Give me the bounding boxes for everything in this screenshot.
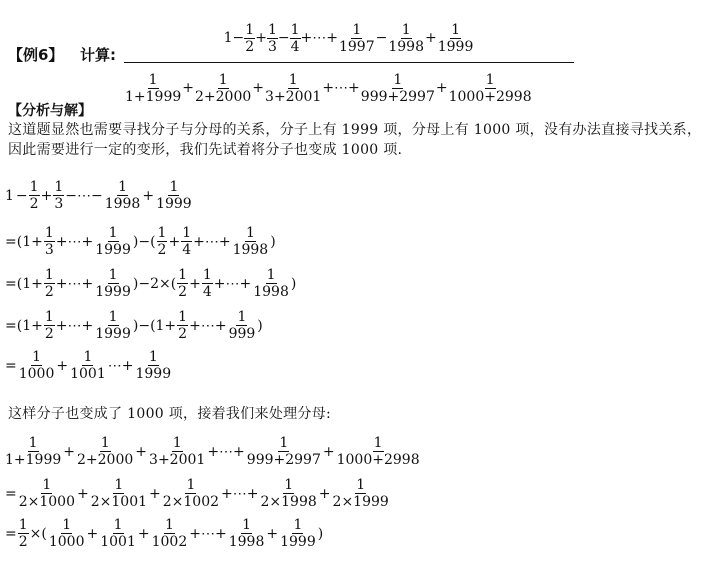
fraction-numerator: 1 (62, 517, 72, 533)
fraction-numerator: 1 (373, 435, 383, 451)
numerator-work-operator: +⋯+ (189, 317, 227, 334)
fraction-denominator: 1002 (151, 534, 188, 550)
numerator-work-fraction (44, 226, 55, 257)
fraction-numerator: 1 (267, 21, 277, 38)
fraction-numerator: 1 (83, 349, 93, 365)
numerator-work-operator: +⋯+ (193, 233, 231, 250)
numerator-work-operator: =(1+ (5, 233, 43, 250)
numerator-work-operator: ) (270, 233, 276, 250)
fraction-numerator: 1 (118, 179, 127, 195)
problem-fraction (124, 16, 574, 111)
numerator-work-operator: −⋯− (65, 187, 103, 204)
fraction-numerator: 1 (245, 21, 255, 38)
numerator-work-fraction (177, 310, 188, 341)
numerator-work-fraction (177, 268, 188, 299)
denominator-work-operator: = (5, 525, 17, 542)
fraction-denominator: 999 (228, 326, 256, 342)
fraction-numerator: 1 (288, 71, 298, 88)
numerator-work-operator: ) (257, 317, 263, 334)
denominator-work-operator: + (149, 485, 161, 502)
numerator-work-operator: + (189, 275, 201, 292)
fraction-denominator: 1998 (232, 242, 269, 258)
section-title: 【分析与解】 (8, 103, 92, 119)
fraction-denominator: 1997 (338, 38, 375, 55)
denominator-work-operator: +⋯+ (207, 443, 245, 460)
denominator-work-fraction (99, 518, 137, 549)
fraction-numerator: 1 (279, 435, 289, 451)
fraction-numerator: 1 (148, 71, 158, 88)
fraction-denominator: 3+2001 (149, 452, 206, 468)
numerator-work-fraction (94, 268, 132, 299)
fraction-denominator: 3+2001 (265, 88, 322, 105)
denominator-work-operator: + (137, 525, 150, 542)
problem-denominator-fraction (194, 73, 252, 104)
fraction-numerator: 1 (172, 435, 182, 451)
problem-numerator-operator: − (375, 30, 388, 46)
numerator-work-operator: +⋯+ (55, 317, 94, 334)
fraction-numerator: 1 (108, 225, 118, 241)
fraction-numerator: 1 (485, 71, 495, 88)
numerator-work-fraction (104, 180, 142, 211)
denominator-work-operator: + (135, 443, 148, 460)
numerator-work-fraction (18, 350, 56, 381)
numerator-work-operator: )−( (132, 233, 156, 250)
problem-fraction-bar (124, 62, 574, 63)
fraction-numerator: 1 (113, 517, 123, 533)
fraction-numerator: 1 (114, 477, 124, 493)
numerator-work-fraction (94, 226, 132, 257)
fraction-numerator: 1 (218, 71, 228, 88)
fraction-numerator: 1 (293, 517, 303, 533)
fraction-denominator: 1999 (95, 326, 131, 342)
numerator-work-fraction (44, 310, 55, 341)
numerator-work-fraction (29, 180, 40, 211)
denominator-work-fraction (18, 478, 76, 509)
fraction-denominator: 1999 (95, 242, 131, 258)
fraction-numerator: 1 (178, 267, 188, 283)
numerator-work-operator: +⋯+ (55, 233, 94, 250)
numerator-work-operator: +⋯+ (213, 275, 252, 292)
numerator-work-operator: )−2×( (132, 275, 177, 292)
numerator-work-operator: =(1+ (5, 317, 43, 334)
problem-numerator-fraction (244, 23, 255, 54)
fraction-numerator: 1 (202, 267, 212, 283)
fraction-numerator: 1 (44, 267, 54, 283)
fraction-denominator: 1999 (437, 38, 474, 55)
problem-numerator-operator: + (425, 30, 437, 46)
fraction-numerator: 1 (266, 267, 276, 283)
denominator-work-operator: + (77, 485, 89, 502)
fraction-numerator: 1 (352, 21, 362, 38)
fraction-denominator: 999+2997 (246, 452, 321, 468)
fraction-numerator: 1 (148, 349, 158, 365)
numerator-work-fraction (155, 180, 193, 211)
problem-numerator-operator: − (232, 30, 245, 46)
numerator-work-operator: 1 (5, 187, 14, 204)
fraction-numerator: 1 (29, 179, 39, 195)
fraction-numerator: 1 (100, 435, 110, 451)
problem-numerator-fraction (338, 23, 376, 54)
fraction-denominator: 2 (178, 326, 188, 342)
fraction-denominator: 2×1002 (162, 494, 220, 510)
denominator-work-fraction (228, 518, 266, 549)
fraction-numerator: 1 (108, 309, 118, 325)
fraction-denominator: 1+1999 (125, 88, 182, 105)
denominator-work-operator: + (322, 443, 335, 460)
problem-numerator-operator: +⋯+ (300, 30, 338, 46)
problem-numerator-operator: + (255, 30, 267, 46)
fraction-denominator: 1001 (70, 366, 106, 382)
fraction-numerator: 1 (44, 309, 54, 325)
problem-denominator-fraction (360, 73, 436, 104)
denominator-work-fraction (162, 478, 220, 509)
fraction-numerator: 1 (451, 21, 461, 38)
denominator-work-fraction (246, 436, 322, 467)
numerator-work-operator: ) (290, 275, 297, 292)
denominator-work-operator: + (86, 525, 99, 542)
denominator-work-operator: + (266, 525, 279, 542)
fraction-denominator: 1000+2998 (336, 452, 420, 468)
denominator-work-fraction (336, 436, 421, 467)
problem-denominator-operator: + (435, 80, 448, 96)
denominator-work-fraction (260, 478, 318, 509)
fraction-denominator: 2 (245, 38, 255, 55)
fraction-numerator: 1 (178, 309, 188, 325)
numerator-work-operator: + (142, 187, 155, 204)
fraction-denominator: 1998 (104, 196, 141, 212)
intro-line-2: 因此需要进行一定的变形，我们先试着将分子也变成 1000 项. (8, 142, 403, 158)
denominator-work-operator: ) (317, 525, 324, 542)
fraction-denominator: 1000 (18, 366, 55, 382)
problem-numerator-operator: − (277, 30, 290, 46)
problem-denominator-fraction (124, 73, 182, 104)
transition-text: 这样分子也变成了 1000 项，接着我们来处理分母: (8, 406, 332, 422)
numerator-work-fraction (134, 350, 172, 381)
fraction-numerator: 1 (108, 267, 118, 283)
problem-numerator-fraction (387, 23, 425, 54)
fraction-denominator: 2×1998 (260, 494, 317, 510)
numerator-work-operator: + (168, 233, 181, 250)
fraction-denominator: 2×1999 (332, 494, 389, 510)
numerator-work-operator: + (40, 187, 53, 204)
fraction-denominator: 2+2000 (195, 88, 252, 105)
numerator-work-fraction (202, 268, 213, 299)
fraction-numerator: 1 (356, 477, 366, 493)
fraction-denominator: 4 (182, 242, 192, 258)
numerator-work-line-2 (4, 226, 277, 257)
fraction-numerator: 1 (182, 225, 192, 241)
calc-label: 计算: (80, 46, 116, 64)
problem-denominator (124, 65, 574, 111)
fraction-numerator: 1 (32, 349, 42, 365)
fraction-numerator: 1 (28, 435, 38, 451)
denominator-work-line-1 (4, 436, 421, 467)
problem-denominator-operator: + (182, 80, 195, 96)
fraction-denominator: 1998 (253, 284, 289, 300)
numerator-work-fraction (181, 226, 192, 257)
denominator-work-fraction (151, 518, 189, 549)
numerator-work-fraction (94, 310, 132, 341)
fraction-numerator: 1 (18, 517, 28, 533)
example-label: 【例6】 (8, 46, 64, 64)
fraction-denominator: 1001 (100, 534, 136, 550)
denominator-work-operator: ×( (29, 525, 47, 542)
fraction-denominator: 1999 (95, 284, 131, 300)
fraction-denominator: 2 (44, 326, 54, 342)
denominator-work-fraction (76, 436, 134, 467)
numerator-work-line-4 (4, 310, 264, 341)
numerator-work-operator: )−(1+ (132, 317, 177, 334)
denominator-work-fraction (48, 518, 86, 549)
fraction-denominator: 2×1000 (18, 494, 76, 510)
numerator-work-line-5 (4, 350, 172, 381)
fraction-denominator: 1000 (48, 534, 85, 550)
numerator-work-fraction (232, 226, 270, 257)
fraction-numerator: 1 (284, 477, 294, 493)
fraction-denominator: 1000+2998 (448, 88, 532, 105)
denominator-work-fraction (148, 436, 206, 467)
fraction-denominator: 2 (29, 196, 39, 212)
denominator-work-line-2 (4, 478, 390, 509)
fraction-numerator: 1 (169, 179, 179, 195)
fraction-denominator: 1+1999 (5, 452, 62, 468)
denominator-work-fraction (18, 518, 29, 549)
numerator-work-operator: = (5, 357, 17, 374)
numerator-work-fraction (228, 310, 257, 341)
problem-numerator-operator: 1 (223, 30, 233, 46)
fraction-numerator: 1 (157, 225, 167, 241)
problem-denominator-fraction (264, 73, 322, 104)
fraction-denominator: 1998 (388, 38, 424, 55)
fraction-numerator: 1 (393, 71, 403, 88)
fraction-numerator: 1 (54, 179, 64, 195)
fraction-denominator: 1999 (280, 534, 316, 550)
fraction-denominator: 2×1001 (90, 494, 148, 510)
fraction-denominator: 999+2997 (360, 88, 435, 105)
fraction-denominator: 3 (267, 38, 277, 55)
denominator-work-fraction (4, 436, 62, 467)
problem-denominator-fraction (448, 73, 533, 104)
numerator-work-line-1 (4, 180, 193, 211)
denominator-work-operator: = (5, 485, 17, 502)
denominator-work-operator: +⋯+ (189, 525, 227, 542)
fraction-numerator: 1 (242, 517, 251, 533)
denominator-work-fraction (279, 518, 317, 549)
denominator-work-operator: + (63, 443, 76, 460)
problem-denominator-operator: +⋯+ (322, 80, 360, 96)
numerator-work-operator: ⋯+ (107, 357, 134, 374)
denominator-work-fraction (90, 478, 148, 509)
numerator-work-fraction (69, 350, 107, 381)
fraction-denominator: 4 (202, 284, 212, 300)
denominator-work-line-3 (4, 518, 324, 549)
fraction-denominator: 1999 (156, 196, 192, 212)
numerator-work-line-3 (4, 268, 297, 299)
problem-numerator-fraction (437, 23, 475, 54)
fraction-numerator: 1 (245, 225, 255, 241)
numerator-work-fraction (157, 226, 168, 257)
numerator-work-operator: − (15, 187, 28, 204)
fraction-numerator: 1 (186, 477, 196, 493)
denominator-work-operator: +⋯+ (221, 485, 259, 502)
problem-numerator (124, 16, 574, 60)
fraction-denominator: 2 (44, 284, 54, 300)
numerator-work-operator: +⋯+ (55, 275, 94, 292)
fraction-numerator: 1 (401, 21, 411, 38)
denominator-work-operator: + (318, 485, 331, 502)
fraction-denominator: 2 (18, 534, 28, 550)
fraction-denominator: 3 (44, 242, 54, 258)
fraction-numerator: 1 (44, 225, 54, 241)
fraction-numerator: 1 (42, 477, 52, 493)
fraction-denominator: 1999 (135, 366, 172, 382)
fraction-numerator: 1 (164, 517, 174, 533)
fraction-numerator: 1 (237, 309, 247, 325)
numerator-work-operator: + (56, 357, 69, 374)
denominator-work-fraction (332, 478, 390, 509)
fraction-denominator: 2 (178, 284, 188, 300)
problem-numerator-fraction (267, 23, 278, 54)
numerator-work-fraction (53, 180, 64, 211)
fraction-numerator: 1 (290, 21, 300, 38)
numerator-work-fraction (44, 268, 55, 299)
intro-line-1: 这道题显然也需要寻找分子与分母的关系，分子上有 1999 项，分母上有 1000 项，没有办法直接寻找关系， (8, 122, 702, 138)
problem-denominator-operator: + (252, 80, 265, 96)
fraction-denominator: 3 (54, 196, 64, 212)
numerator-work-operator: =(1+ (5, 275, 43, 292)
fraction-denominator: 2 (157, 242, 167, 258)
fraction-denominator: 4 (290, 38, 300, 55)
fraction-denominator: 2+2000 (77, 452, 134, 468)
fraction-denominator: 1998 (228, 534, 265, 550)
problem-numerator-fraction (290, 23, 301, 54)
numerator-work-fraction (252, 268, 290, 299)
